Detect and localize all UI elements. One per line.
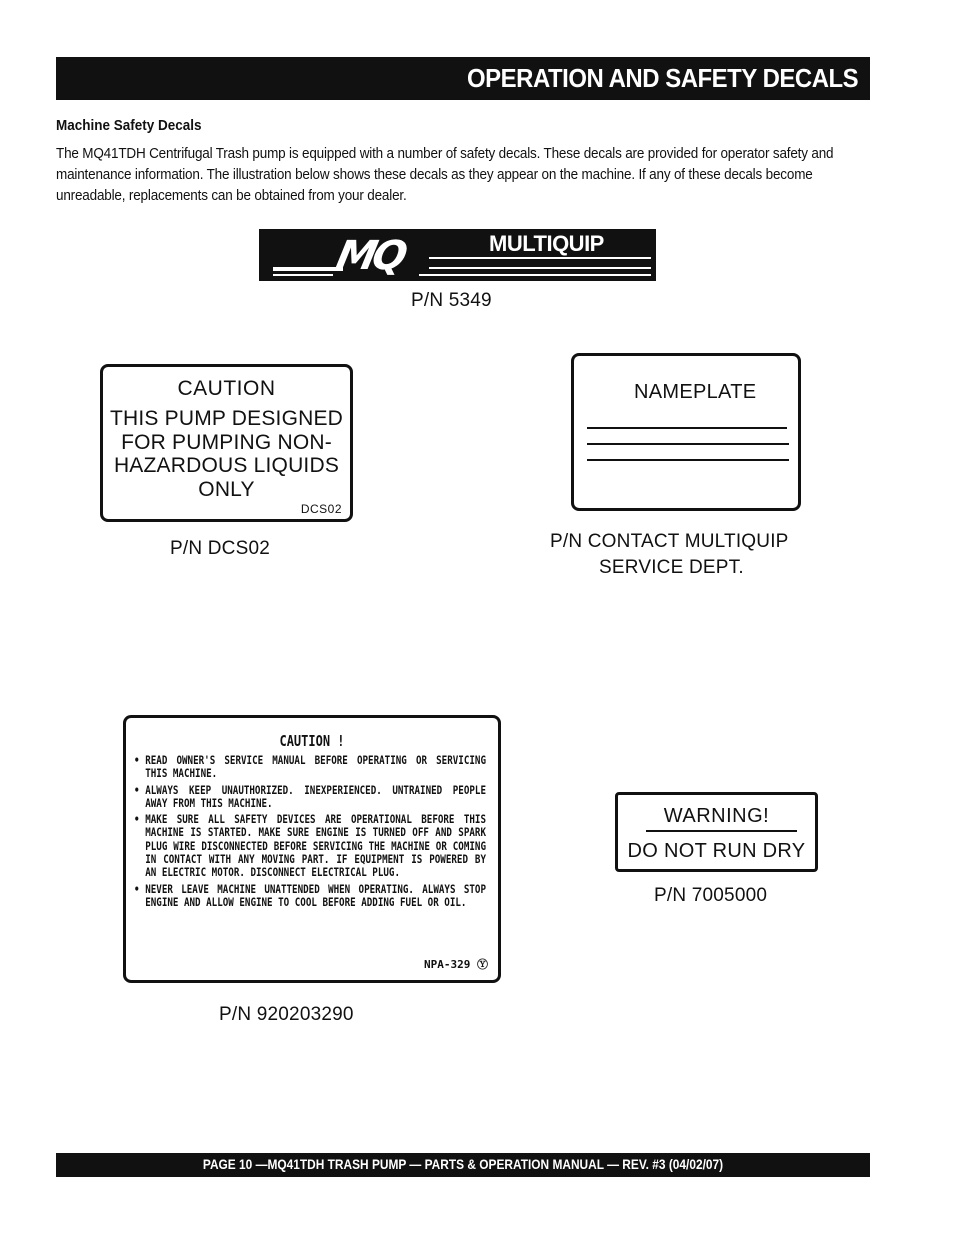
footer-text: PAGE 10 —MQ41TDH TRASH PUMP — PARTS & OPERATION MANUAL — REV. #3 (04/02/07): [202, 1156, 724, 1172]
caution-item: • MAKE SURE ALL SAFETY DEVICES ARE OPERATIONAL BEFORE THIS MACHINE IS STARTED. MAKE SURE ENGINE IS TURNED OFF AND SPARK PLUG WIRE DISCONNECTED BEFORE SERVICING THE MACHINE OR COMING IN CONTACT WITH ANY MOVING PART. IF EQUIPMENT IS POWERED BY AN ELECTRIC MOTOR. DISCONNECT ELECTRICAL PLUG.: [134, 813, 486, 879]
part-number-warning: P/N 7005000: [654, 885, 768, 906]
caution-list: [134, 754, 486, 912]
caution-body: [107, 407, 346, 501]
nameplate-title: NAMEPLATE: [634, 381, 757, 403]
caution-item: • ALWAYS KEEP UNAUTHORIZED. INEXPERIENCED. UNTRAINED PEOPLE AWAY FROM THIS MACHINE.: [134, 784, 486, 811]
caution-title: CAUTION: [177, 377, 276, 400]
warning-rule: [646, 830, 797, 832]
intro-paragraph: The MQ41TDH Centrifugal Trash pump is equipped with a number of safety decals. These decals are provided for operator safety and maintenance information. The illustration below shows these decals as they appear on the machine. If any of these decals become unreadable, replacements can be obtained from your dealer.: [56, 145, 834, 204]
section-heading: Machine Safety Decals: [56, 117, 202, 134]
warning-decal: [615, 792, 818, 872]
header-bar: [56, 57, 870, 100]
nameplate-decal: [571, 353, 801, 511]
decal-code: DCS02: [300, 502, 342, 516]
decal-code: [424, 956, 488, 972]
logo-stripe: [273, 274, 333, 276]
caution-item: • NEVER LEAVE MACHINE UNATTENDED WHEN OPERATING. ALWAYS STOP ENGINE AND ALLOW ENGINE TO COOL BEFORE ADDING FUEL OR OIL.: [134, 883, 486, 910]
multiquip-logo-decal: [259, 229, 656, 281]
logo-stripe: [273, 267, 343, 271]
part-number-nameplate: P/N CONTACT MULTIQUIP: [550, 531, 789, 552]
warning-title: WARNING!: [663, 805, 770, 827]
logo-stripe: [429, 267, 651, 269]
warning-text: DO NOT RUN DRY: [627, 840, 806, 862]
caution-decal-dcs02: [100, 364, 353, 522]
caution-line: ONLY: [198, 477, 255, 501]
caution-line: HAZARDOUS LIQUIDS: [113, 454, 340, 477]
decal-code-text: NPA-329: [424, 958, 471, 971]
caution-decal-npa329: [123, 715, 501, 983]
part-number-logo: P/N 5349: [411, 290, 492, 311]
part-number-dcs02: P/N DCS02: [170, 538, 271, 559]
logo-stripe: [429, 257, 651, 259]
logo-stripe: [419, 274, 651, 276]
nameplate-line: [587, 459, 789, 461]
nameplate-line: [587, 427, 787, 429]
brand-name: MULTIQUIP: [489, 231, 604, 256]
caution-line: THIS PUMP DESIGNED: [109, 407, 344, 430]
caution-title: CAUTION !: [279, 732, 345, 750]
caution-item: • READ OWNER'S SERVICE MANUAL BEFORE OPERATING OR SERVICING THIS MACHINE.: [134, 754, 486, 781]
part-number-nameplate-line2: SERVICE DEPT.: [599, 557, 744, 578]
part-number-npa329: P/N 920203290: [219, 1004, 354, 1025]
nameplate-line: [587, 443, 789, 445]
footer-bar: [56, 1153, 870, 1177]
page-title: OPERATION AND SAFETY DECALS: [466, 63, 858, 93]
mq-logo-mark: MQ: [332, 233, 408, 279]
caution-line: FOR PUMPING NON-: [121, 430, 332, 454]
manufacturer-mark-icon: Ⓨ: [477, 958, 488, 971]
